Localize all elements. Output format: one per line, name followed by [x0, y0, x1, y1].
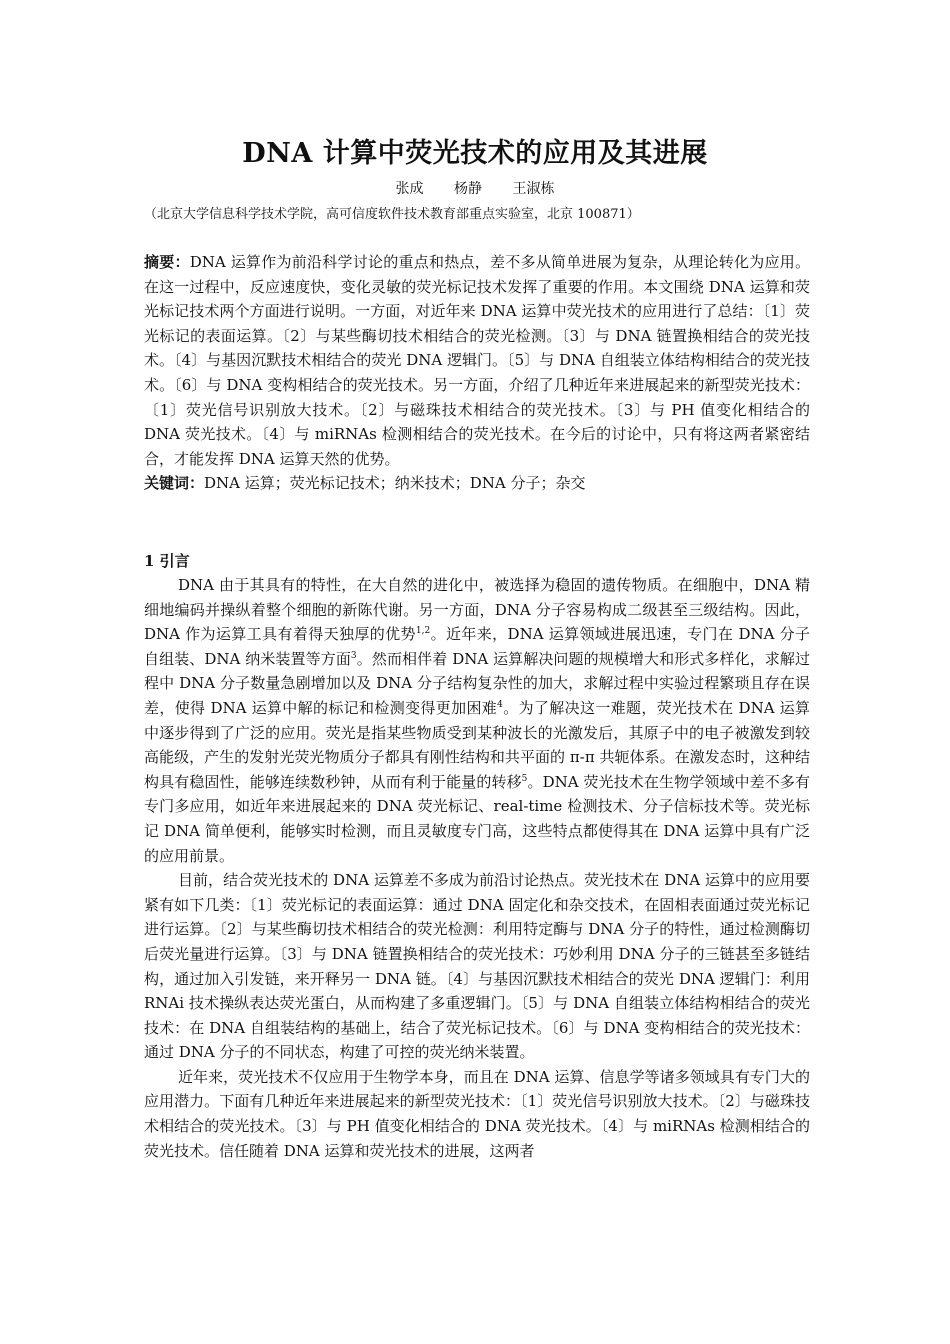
abstract-label: 摘要：: [144, 253, 190, 271]
section-body: [144, 573, 810, 1163]
citation-ref: 1,2: [415, 626, 431, 637]
author-list: [0, 178, 950, 198]
body-text: 。为了解决这一难题，荧光技术在 DNA 运算中逐步得到了广泛的应用。荧光是指某些物质受到某种波长的光激发后，其原子中的电子被激发到较高能级，产生的发射光荧光物质分子都具有刚性结构和共平面的 π-π 共轭体系。在激发态时，这种结构具有稳固性，能够连续数秒钟，从而有利于能量的转移: [144, 698, 810, 791]
keywords-text: DNA 运算；荧光标记技术；纳米技术；DNA 分子；杂交: [204, 474, 586, 493]
abstract-paragraph: [144, 250, 810, 471]
abstract-text: DNA 运算作为前沿科学讨论的重点和热点，差不多从简单进展为复杂，从理论转化为应用。在这一过程中，反应速度快，变化灵敏的荧光标记技术发挥了重要的作用。本文围绕 DNA 运算和荧光标记技术两个方面进行说明。一方面，对近年来 DNA 运算中荧光技术的应用进行了总结：〔1〕荧光标记的表面运算。〔2〕与某些酶切技术相结合的荧光检测。〔3〕与 DNA 链置换相结合的荧光技术。〔4〕与基因沉默技术相结合的荧光 DNA 逻辑门。〔5〕与 DNA 自组装立体结构相结合的荧光技术。〔6〕与 DNA 变构相结合的荧光技术。另一方面，介绍了几种近年来进展起来的新型荧光技术：〔1〕荧光信号识别放大技术。〔2〕与磁珠技术相结合的荧光技术。〔3〕与 PH 值变化相结合的 DNA 荧光技术。〔4〕与 miRNAs 检测相结合的荧光技术。在今后的讨论中，只有将这两者紧密结合，才能发挥 DNA 运算天然的优势。: [144, 253, 810, 468]
body-text: DNA 由于其具有的特性，在大自然的进化中，被选择为稳固的遗传物质。在细胞中，DNA 精细地编码并操纵着整个细胞的新陈代谢。另一方面，DNA 分子容易构成二级甚至三级结构。因此，DNA 作为运算工具有着得天独厚的优势: [144, 576, 810, 644]
author-name: 杨静: [454, 181, 482, 197]
body-paragraph: 近年来，荧光技术不仅应用于生物学本身，而且在 DNA 运算、信息学等诸多领域具有专门大的应用潜力。下面有几种近年来进展起来的新型荧光技术：〔1〕荧光信号识别放大技术。〔2〕与磁珠技术相结合的荧光技术。〔3〕与 PH 值变化相结合的 DNA 荧光技术。〔4〕与 miRNAs 检测相结合的荧光技术。信任随着 DNA 运算和荧光技术的进展，这两者: [144, 1067, 810, 1160]
paper-title: DNA 计算中荧光技术的应用及其进展: [242, 138, 708, 169]
body-text: 。然而相伴着 DNA 运算解决问题的规模增大和形式多样化，求解过程中 DNA 分子数量急剧增加以及 DNA 分子结构复杂性的加大，求解过程中实验过程繁琐且存在误差，使得 DNA 运算中解的标记和检测变得更加困难: [144, 649, 810, 717]
body-paragraph: [144, 573, 810, 868]
body-text: 。近年来，DNA 运算领域进展迅速，专门在 DNA 分子自组装、DNA 纳米装置等方面: [144, 625, 810, 668]
body-paragraph: 目前，结合荧光技术的 DNA 运算差不多成为前沿讨论热点。荧光技术在 DNA 运算中的应用要紧有如下几类：〔1〕荧光标记的表面运算：通过 DNA 固定化和杂交技术，在固相表面通过荧光标记进行运算。〔2〕与某些酶切技术相结合的荧光检测：利用特定酶与 DNA 分子的特性，通过检测酶切后荧光量进行运算。〔3〕与 DNA 链置换相结合的荧光技术：巧妙利用 DNA 分子的三链甚至多链结构，通过加入引发链，来开释另一 DNA 链。〔4〕与基因沉默技术相结合的荧光 DNA 逻辑门：利用 RNAi 技术操纵表达荧光蛋白，从而构建了多重逻辑门。〔5〕与 DNA 自组装立体结构相结合的荧光技术：在 DNA 自组装结构的基础上，结合了荧光标记技术。〔6〕与 DNA 变构相结合的荧光技术：通过 DNA 分子的不同状态，构建了可控的荧光纳米装置。: [144, 871, 810, 1062]
citation-ref: 3: [350, 650, 357, 661]
keywords-paragraph: [144, 471, 810, 496]
citation-ref: 4: [497, 699, 503, 710]
author-name: 张成: [395, 181, 424, 197]
abstract-section: [144, 250, 810, 496]
affiliation: （北京大学信息科学技术学院，高可信度软件技术教育部重点实验室，北京 100871）: [144, 207, 640, 222]
keywords-label: 关键词：: [144, 474, 205, 493]
author-name: 王淑栋: [512, 181, 555, 197]
section-heading: 1 引言: [144, 552, 190, 570]
body-text: 。DNA 荧光技术在生物学领域中差不多有专门多应用，如近年来进展起来的 DNA 荧光标记、real-time 检测技术、分子信标技术等。荧光标记 DNA 简单便利，能够实时检测，而且灵敏度专门高，这些特点都使得其在 DNA 运算中具有广泛的应用前景。: [144, 772, 810, 865]
citation-ref: 5: [521, 773, 528, 784]
